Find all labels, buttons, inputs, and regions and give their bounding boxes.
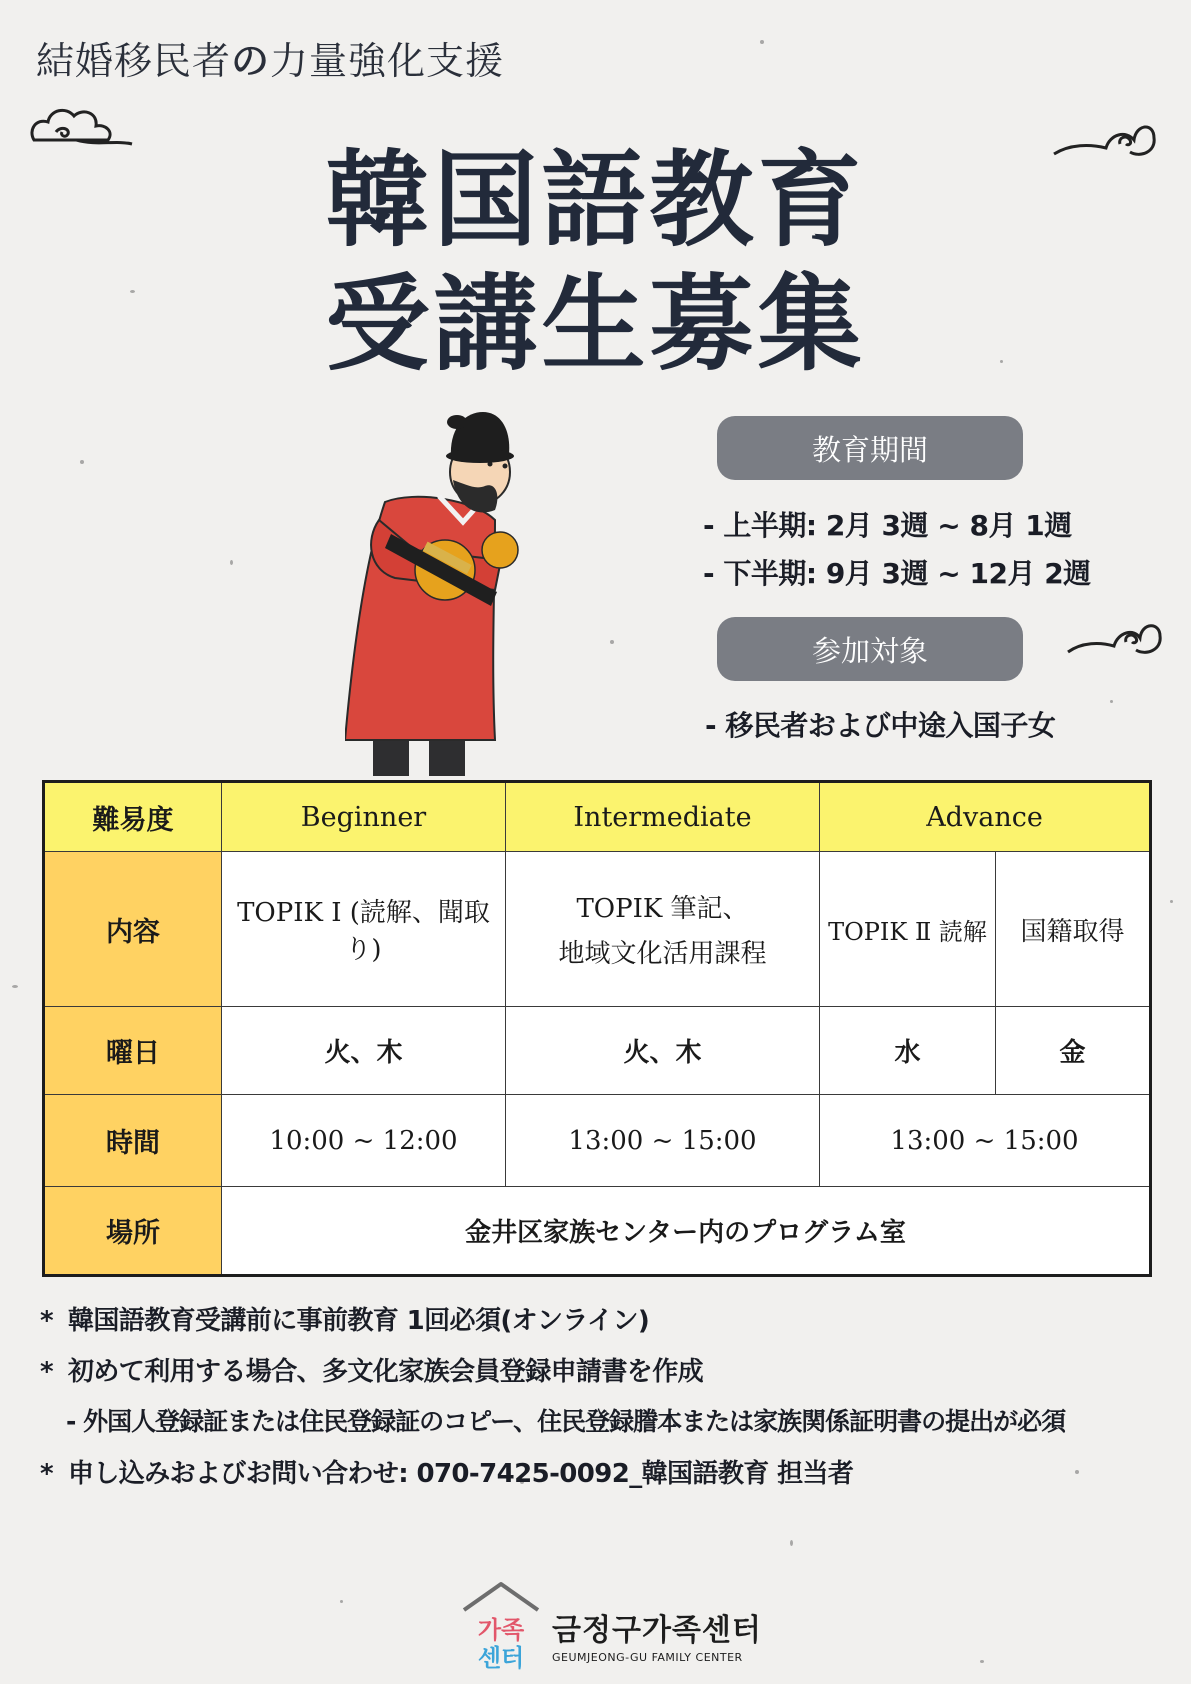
table-row [44, 1007, 1151, 1095]
note-bullet: * [40, 1459, 53, 1489]
note-documents: - 外国人登録証または住民登録証のコピー、住民登録謄本または家族関係証明書の提出が必須 [66, 1407, 1066, 1436]
note-registration [40, 1351, 703, 1388]
cloud-right-mid-icon [1064, 604, 1164, 660]
logo-mark-bottom: 센터 [477, 1644, 525, 1672]
content-advance-citizenship: 国籍取得 [996, 852, 1151, 1007]
note-bullet: * [40, 1306, 53, 1336]
logo-text [552, 1605, 762, 1664]
target-label-pill [717, 617, 1023, 681]
king-illustration [345, 410, 555, 780]
period-label: 教育期間 [811, 432, 928, 467]
days-beginner: 火、木 [222, 1007, 506, 1095]
note-text: 初めて利用する場合、多文化家族会員登録申請書を作成 [68, 1357, 704, 1387]
note-text: 申し込みおよびお問い合わせ: 070-7425-0092_韓国語教育 担当者 [68, 1459, 854, 1489]
target-label: 参加対象 [811, 633, 928, 668]
days-advance-a: 水 [820, 1007, 996, 1095]
row-label-time: 時間 [44, 1095, 222, 1187]
table-row [44, 1187, 1151, 1276]
content-advance-reading: TOPIK Ⅱ 読解 [820, 852, 996, 1007]
content-intermediate-line-1: TOPIK 筆記、 [576, 894, 749, 924]
page-title-line-2: 受講生募集 [325, 263, 866, 385]
table-header-row [44, 782, 1151, 852]
family-center-logo-icon [460, 1580, 542, 1672]
tagline-part-1: 結婚移民者 [36, 39, 232, 83]
logo-name-korean: 금정구가족센터 [552, 1613, 762, 1648]
table-row [44, 852, 1151, 1007]
schedule-table [42, 780, 1152, 1277]
period-second-half: - 下半期: 9月 3週 ~ 12月 2週 [703, 557, 1091, 590]
time-beginner: 10:00 ~ 12:00 [222, 1095, 506, 1187]
page-title-line-1: 韓国語教育 [325, 139, 866, 261]
logo-mark-top: 가족 [477, 1616, 525, 1644]
period-first-half: - 上半期: 2月 3週 ~ 8月 1週 [703, 509, 1072, 542]
note-pre-education [40, 1300, 649, 1337]
row-label-place: 場所 [44, 1187, 222, 1276]
row-label-content: 内容 [44, 852, 222, 1007]
row-label-days: 曜日 [44, 1007, 222, 1095]
days-advance-b: 金 [996, 1007, 1151, 1095]
time-intermediate: 13:00 ~ 15:00 [506, 1095, 820, 1187]
period-label-pill [717, 416, 1023, 480]
time-advance: 13:00 ~ 15:00 [820, 1095, 1151, 1187]
table-row [44, 1095, 1151, 1187]
header-level: 難易度 [44, 782, 222, 852]
note-contact [40, 1453, 853, 1490]
tagline-part-2: の [231, 39, 271, 83]
tagline [36, 30, 504, 85]
target-line: - 移民者および中途入国子女 [705, 709, 1056, 742]
content-intermediate-line-2: 地域文化活用課程 [558, 939, 767, 969]
tagline-part-3: 力量強化支援 [270, 39, 505, 83]
header-beginner: Beginner [222, 782, 506, 852]
days-intermediate: 火、木 [506, 1007, 820, 1095]
content-beginner: TOPIK I (読解、聞取り) [222, 852, 506, 1007]
note-text: 韓国語教育受講前に事前教育 1回必須(オンライン) [68, 1306, 650, 1336]
logo-name-english: GEUMJEONG-GU FAMILY CENTER [552, 1651, 743, 1664]
place-value: 金井区家族センター内のプログラム室 [222, 1187, 1151, 1276]
header-intermediate: Intermediate [506, 782, 820, 852]
note-bullet: * [40, 1357, 53, 1387]
content-intermediate [506, 852, 820, 1007]
header-advance: Advance [820, 782, 1151, 852]
